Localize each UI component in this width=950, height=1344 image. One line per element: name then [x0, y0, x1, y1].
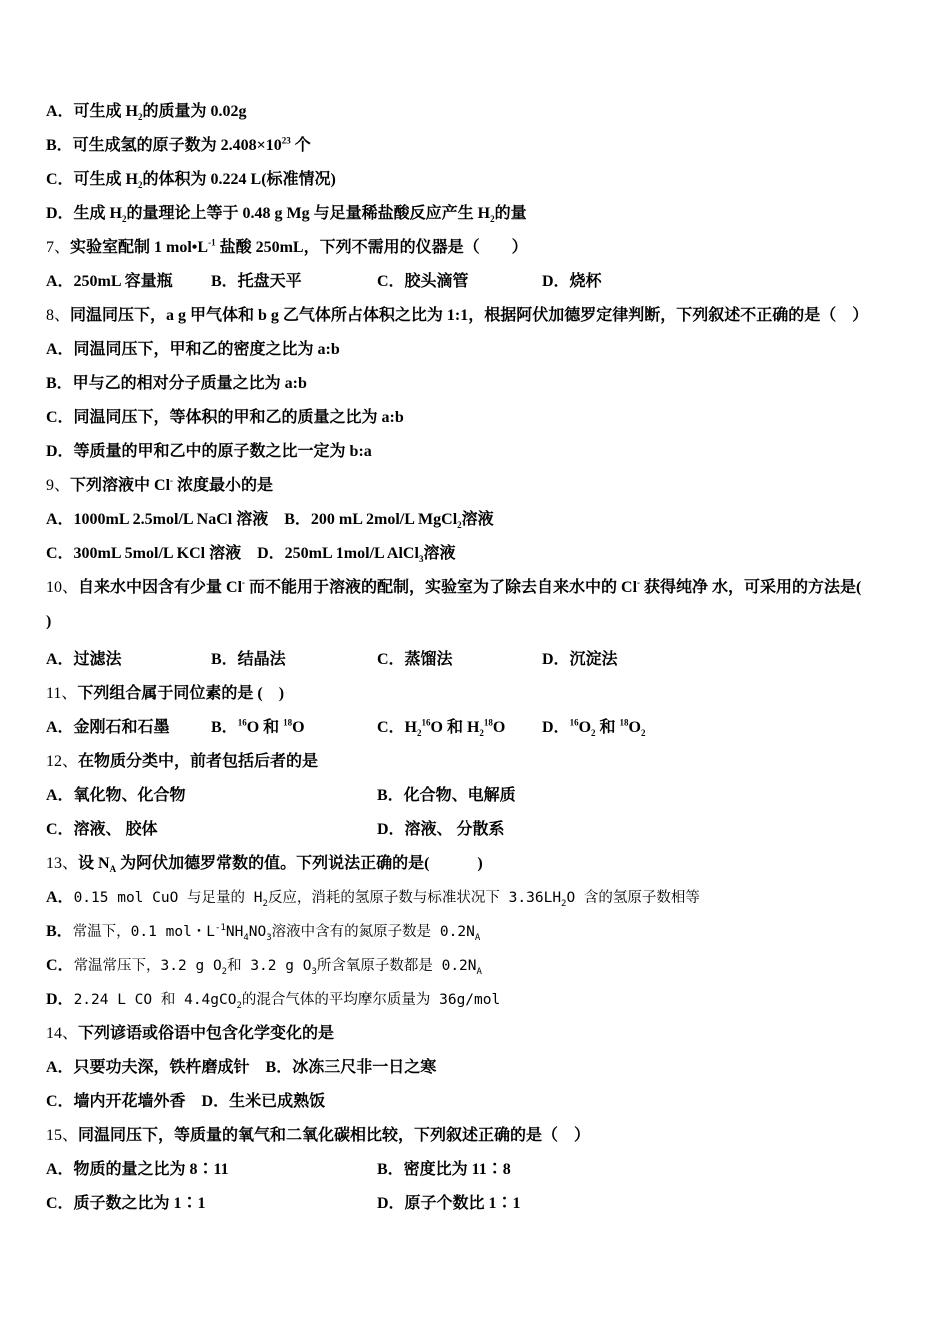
text-segment: 设 N: [78, 855, 110, 872]
text-segment: O: [578, 719, 592, 736]
question-line: [46, 748, 916, 782]
option-line: [46, 268, 916, 302]
option-text: [46, 986, 500, 1014]
text-segment: 反应，消耗的氢原子数与标准状况下 3.36LH: [267, 890, 562, 906]
option-line: [46, 506, 916, 540]
option-text: [46, 646, 122, 674]
option-label: C．: [46, 957, 74, 974]
text-segment: D．原子个数比 1∶1: [377, 1195, 521, 1212]
option-text: [46, 816, 158, 844]
text-segment: A．只要功夫深，铁杵磨成针 B．冰冻三尺非一日之寒: [46, 1059, 437, 1076]
text-segment: 常温常压下，3.2 g O: [73, 958, 222, 974]
text-segment: 0.15 mol CuO 与足量的 H: [73, 890, 263, 906]
text-segment: 的混合气体的平均摩尔质量为 36g/mol: [241, 992, 501, 1008]
option-text: [46, 370, 307, 398]
option-text: [211, 714, 305, 742]
option-label: A．: [46, 889, 74, 906]
text-segment: A．可生成 H: [46, 103, 139, 120]
text-segment: 下列溶液中 Cl: [70, 477, 171, 494]
text-segment: O: [492, 719, 506, 736]
text-segment: A．1000mL 2.5mol/L NaCl 溶液 B．200 mL 2mol/L MgCl: [46, 511, 458, 528]
option-line: [46, 404, 916, 438]
text-segment: C．300mL 5mol/L KCl 溶液 D．250mL 1mol/L AlCl: [46, 545, 419, 562]
option-text: [542, 268, 602, 296]
text-segment: C．胶头滴管: [377, 273, 469, 290]
text-segment: NO: [248, 924, 267, 940]
text-segment: B．密度比为 11∶8: [377, 1161, 511, 1178]
text-segment: C．同温同压下，等体积的甲和乙的质量之比为 a:b: [46, 409, 404, 426]
subscript: 2: [591, 728, 596, 739]
text-segment: 溶液: [423, 545, 456, 562]
option-line: [46, 132, 916, 166]
option-line: [46, 1190, 916, 1224]
subscript: 3: [266, 932, 272, 943]
superscript: 18: [619, 717, 629, 728]
text-segment: C．可生成 H: [46, 171, 139, 188]
option-text: [46, 608, 51, 636]
question-line: [46, 1122, 916, 1156]
option-line: [46, 370, 916, 404]
superscript: -: [242, 577, 246, 588]
option-line: [46, 1088, 916, 1122]
text-segment: D．烧杯: [542, 273, 602, 290]
option-text: [46, 1190, 206, 1218]
text-segment: 个: [290, 137, 311, 154]
superscript: 16: [421, 717, 431, 728]
question-text: [46, 574, 861, 602]
option-text: [46, 884, 700, 912]
text-segment: ): [46, 613, 52, 630]
subscript: A: [109, 864, 117, 875]
superscript: -: [170, 475, 174, 486]
exam-page: [46, 98, 916, 1224]
text-segment: D．沉淀法: [542, 651, 618, 668]
text-segment: 的体积为 0.224 L(标准情况): [142, 171, 336, 188]
option-text: [46, 540, 455, 568]
question-number: 15、: [46, 1127, 79, 1144]
question-text: [46, 234, 528, 262]
option-text: [211, 268, 302, 296]
subscript: A: [476, 966, 482, 977]
question-line: [46, 302, 916, 336]
text-segment: B．结晶法: [211, 651, 286, 668]
subscript: 2: [122, 214, 127, 225]
question-text: [46, 1122, 590, 1150]
option-text: [377, 646, 453, 674]
subscript: 2: [561, 898, 567, 909]
text-segment: 溶液中含有的氮原子数是 0.2N: [271, 924, 475, 940]
text-segment: D．生成 H: [46, 205, 123, 222]
question-text: [46, 850, 483, 878]
question-text: [46, 680, 284, 708]
question-number: 14、: [46, 1025, 79, 1042]
subscript: 2: [138, 112, 143, 123]
question-number: 7、: [46, 239, 71, 256]
text-segment: C．蒸馏法: [377, 651, 453, 668]
option-line: [46, 816, 916, 850]
subscript: 4: [243, 932, 249, 943]
question-number: 12、: [46, 753, 79, 770]
question-line: [46, 472, 916, 506]
text-segment: D．溶液、 分散系: [377, 821, 505, 838]
option-label: D．: [46, 991, 74, 1008]
option-line: [46, 438, 916, 472]
text-segment: 的质量为 0.02g: [142, 103, 247, 120]
option-text: [46, 952, 482, 980]
subscript: 2: [457, 520, 462, 531]
option-text: [377, 1156, 511, 1184]
text-segment: B．化合物、电解质: [377, 787, 516, 804]
option-text: [46, 336, 340, 364]
option-text: [46, 1088, 325, 1116]
question-number: 13、: [46, 855, 79, 872]
question-text: [46, 748, 318, 776]
text-segment: 下列谚语或俗语中包含化学变化的是: [78, 1025, 335, 1042]
text-segment: 下列组合属于同位素的是 ( ): [77, 685, 285, 702]
text-segment: D．等质量的甲和乙中的原子数之比一定为 b:a: [46, 443, 372, 460]
question-number: 8、: [46, 307, 71, 324]
text-segment: 而不能用于溶液的配制，实验室为了除去自来水中的 Cl: [245, 579, 638, 596]
text-segment: B．可生成氢的原子数为 2.408×10: [46, 137, 282, 154]
subscript: 2: [479, 728, 484, 739]
option-text: [46, 506, 494, 534]
option-text: [377, 816, 505, 844]
option-text: [46, 1054, 436, 1082]
text-segment: 所含氧原子数都是 0.2N: [316, 958, 477, 974]
subscript: 3: [418, 554, 424, 565]
option-text: [46, 98, 247, 126]
option-line: [46, 646, 916, 680]
subscript: 2: [640, 728, 646, 739]
question-text: [46, 1020, 334, 1048]
text-segment: C．溶液、 胶体: [46, 821, 158, 838]
option-line: [46, 336, 916, 370]
question-line: [46, 574, 916, 608]
text-segment: 获得纯净 水，可采用的方法是(: [640, 579, 862, 596]
option-text: [377, 782, 516, 810]
option-line: [46, 608, 916, 646]
subscript: A: [474, 932, 481, 943]
option-text: [211, 646, 286, 674]
subscript: 2: [221, 966, 228, 977]
text-segment: 同温同压下，等质量的氧气和二氧化碳相比较，下列叙述正确的是（ ）: [78, 1127, 591, 1144]
superscript: 23: [281, 135, 291, 146]
option-line: [46, 540, 916, 574]
question-number: 11、: [46, 685, 78, 702]
text-segment: C．质子数之比为 1∶1: [46, 1195, 206, 1212]
option-text: [46, 782, 186, 810]
text-segment: 和 3.2 g O: [227, 958, 312, 974]
text-segment: 和: [595, 719, 620, 736]
subscript: 2: [417, 728, 422, 739]
superscript: 16: [237, 717, 247, 728]
superscript: 16: [569, 717, 579, 728]
text-segment: D．: [542, 719, 570, 736]
option-text: [377, 714, 505, 742]
option-text: [46, 438, 372, 466]
option-line: [46, 98, 916, 132]
text-segment: 浓度最小的是: [173, 477, 274, 494]
text-segment: 常温下，0.1 mol・L: [72, 924, 216, 940]
option-text: [377, 268, 469, 296]
option-text: [542, 714, 645, 742]
question-text: [46, 302, 868, 330]
option-text: [46, 404, 404, 432]
superscript: -: [637, 577, 641, 588]
option-line: [46, 1156, 916, 1190]
text-segment: A．金刚石和石墨: [46, 719, 170, 736]
subscript: 3: [311, 966, 317, 977]
question-line: [46, 1020, 916, 1054]
text-segment: O 含的氢原子数相等: [566, 890, 700, 906]
text-segment: 的量: [494, 205, 527, 222]
option-text: [377, 1190, 521, 1218]
option-text: [542, 646, 618, 674]
option-line: [46, 714, 916, 748]
text-segment: C．墙内开花墙外香 D．生米已成熟饭: [46, 1093, 326, 1110]
superscript: 18: [283, 717, 293, 728]
option-line: [46, 986, 916, 1020]
option-text: [46, 132, 311, 160]
option-line: [46, 782, 916, 816]
option-text: [46, 200, 527, 228]
text-segment: 溶液: [461, 511, 494, 528]
text-segment: B．甲与乙的相对分子质量之比为 a:b: [46, 375, 307, 392]
question-line: [46, 680, 916, 714]
question-line: [46, 850, 916, 884]
text-segment: NH: [225, 924, 244, 940]
superscript: -1: [208, 237, 216, 248]
text-segment: 实验室配制 1 mol•L: [70, 239, 209, 256]
option-text: [46, 714, 170, 742]
subscript: 2: [262, 898, 268, 909]
option-line: [46, 166, 916, 200]
text-segment: 为阿伏加德罗常数的值。下列说法正确的是( ): [116, 855, 483, 872]
text-segment: 同温同压下，a g 甲气体和 b g 乙气体所占体积之比为 1:1，根据阿伏加德罗定律判断，下列叙述不正确的是（ ）: [70, 307, 869, 324]
option-line: [46, 952, 916, 986]
text-segment: O: [628, 719, 641, 736]
text-segment: 在物质分类中，前者包括后者的是: [78, 753, 319, 770]
text-segment: A．250mL 容量瓶: [46, 273, 173, 290]
text-segment: B．: [211, 719, 238, 736]
subscript: 2: [138, 180, 143, 191]
option-label: B．: [46, 923, 73, 940]
option-line: [46, 200, 916, 234]
superscript: -1: [215, 923, 226, 934]
superscript: 18: [483, 717, 493, 728]
option-line: [46, 1054, 916, 1088]
text-segment: A．物质的量之比为 8∶11: [46, 1161, 229, 1178]
text-segment: O 和 H: [430, 719, 480, 736]
text-segment: O: [292, 719, 305, 736]
text-segment: O 和: [246, 719, 284, 736]
text-segment: C．H: [377, 719, 418, 736]
text-segment: A．同温同压下，甲和乙的密度之比为 a:b: [46, 341, 340, 358]
subscript: 2: [236, 1000, 242, 1011]
question-line: [46, 234, 916, 268]
text-segment: 的量理论上等于 0.48 g Mg 与足量稀盐酸反应产生 H: [126, 205, 491, 222]
text-segment: B．托盘天平: [211, 273, 302, 290]
option-text: [46, 166, 336, 194]
question-text: [46, 472, 273, 500]
text-segment: 盐酸 250mL，下列不需用的仪器是（ ）: [215, 239, 528, 256]
text-segment: 自来水中因含有少量 Cl: [78, 579, 243, 596]
text-segment: A．过滤法: [46, 651, 122, 668]
option-text: [46, 1156, 229, 1184]
option-text: [46, 918, 480, 946]
question-number: 9、: [46, 477, 71, 494]
text-segment: A．氧化物、化合物: [46, 787, 186, 804]
question-number: 10、: [46, 579, 79, 596]
option-line: [46, 918, 916, 952]
option-line: [46, 884, 916, 918]
subscript: 2: [490, 214, 495, 225]
option-text: [46, 268, 173, 296]
text-segment: 2.24 L CO 和 4.4gCO: [73, 992, 237, 1008]
